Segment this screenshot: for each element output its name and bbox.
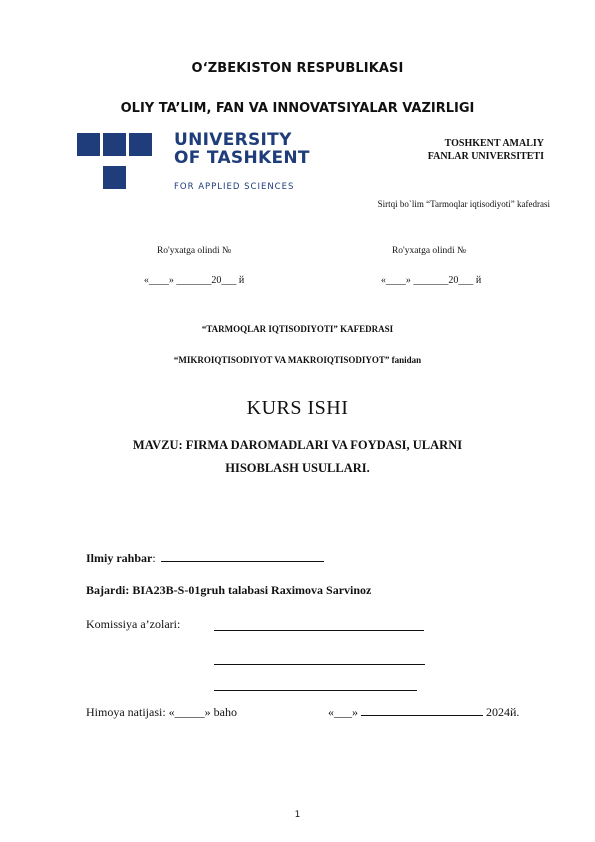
supervisor-label: Ilmiy rahbar	[86, 551, 153, 565]
institution-line-2: FANLAR UNIVERSITETI	[427, 151, 544, 162]
registration-left-label: Ro'yxatga olindi №	[156, 246, 232, 256]
institution-name	[428, 137, 544, 163]
logo-text	[174, 131, 310, 167]
supervisor-field	[86, 551, 324, 566]
author-line: Bajardi: BIA23B-S-01gruh talabasi Raximova Sarvinoz	[86, 583, 372, 597]
logo-line-university: UNIVERSITY	[174, 130, 292, 150]
institution-line-1: TOSHKENT AMALIY	[444, 138, 544, 149]
commission-line-3	[214, 690, 417, 691]
commission-line-1	[214, 630, 424, 631]
registration-left-date: «____» _______20___ й	[143, 275, 245, 286]
ministry-line-1: O‘ZBEKISTON RESPUBLIKASI	[191, 61, 404, 76]
topic	[0, 434, 595, 480]
supervisor-blank	[161, 561, 324, 562]
registration-right-label: Ro'yxatga olindi №	[391, 246, 467, 256]
topic-line-2: HISOBLASH USULLARI.	[225, 461, 370, 475]
defense-date-blank	[361, 715, 483, 716]
registration-right-date: «____» _______20___ й	[380, 275, 482, 286]
page-number: 1	[294, 810, 301, 820]
department-line: Sirtqi bo`lim “Tarmoqlar iqtisodiyoti” kafedrasi	[377, 199, 550, 209]
logo-subtitle: FOR APPLIED SCIENCES	[174, 182, 295, 192]
supervisor-colon: :	[152, 551, 156, 565]
topic-line-1: MAVZU: FIRMA DAROMADLARI VA FOYDASI, ULARNI	[132, 438, 463, 452]
subject-title: “MIKROIQTISODIYOT VA MAKROIQTISODIYOT” fanidan	[173, 355, 422, 365]
logo-line-of-tashkent: OF TASHKENT	[174, 148, 310, 168]
commission-label: Komissiya a’zolari:	[86, 617, 181, 631]
kafedra-title: “TARMOQLAR IQTISODIYOTI” KAFEDRASI	[201, 324, 394, 334]
defense-result: Himoya natijasi: «_____» baho	[86, 705, 237, 719]
defense-date-suffix: 2024й.	[483, 705, 520, 719]
commission-line-2	[214, 664, 425, 665]
ministry-line-2: OLIY TA’LIM, FAN VA INNOVATSIYALAR VAZIRLIGI	[120, 101, 475, 116]
defense-date	[328, 705, 519, 720]
defense-date-prefix: «___»	[328, 705, 361, 719]
document-title: KURS ISHI	[246, 397, 349, 419]
